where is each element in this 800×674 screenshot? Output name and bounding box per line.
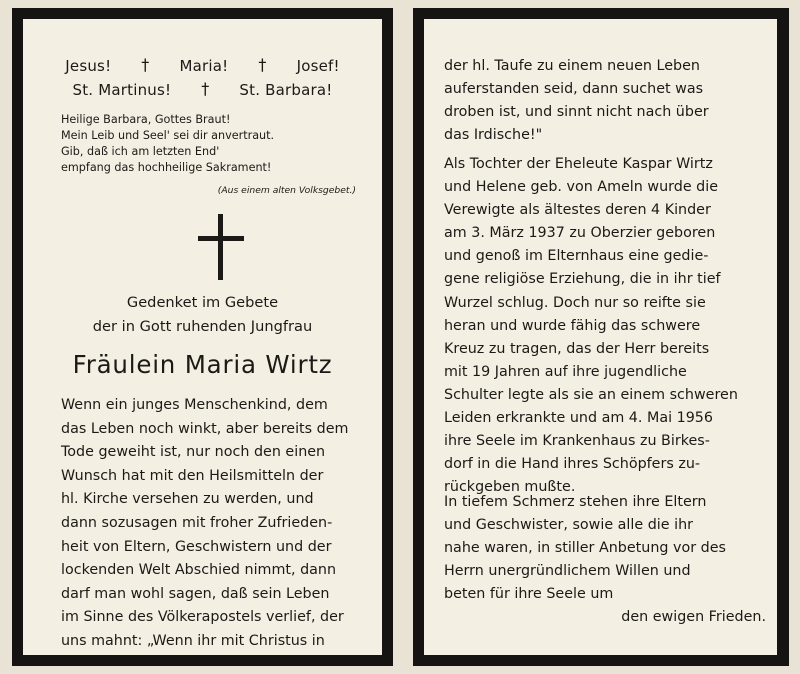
body-line: rückgeben mußte.	[444, 479, 576, 496]
prayer-source: (Aus einem alten Volksgebet.)	[217, 185, 356, 196]
body-line: heit von Eltern, Geschwistern und der	[61, 538, 332, 555]
prayer-line: Heilige Barbara, Gottes Braut!	[61, 113, 231, 126]
right-card-paper	[424, 19, 777, 655]
body-line: Wenn ein junges Menschenkind, dem	[61, 397, 328, 413]
body-line: Kreuz zu tragen, das der Herr bereits	[444, 340, 710, 357]
body-line: mit 19 Jahren auf ihre jugendliche	[444, 363, 687, 380]
small-cross-icon: †	[141, 55, 150, 74]
body-line: gene religiöse Erziehung, die in ihr tief	[444, 271, 721, 288]
body-line: Wunsch hat mit den Heilsmitteln der	[61, 467, 324, 484]
remembrance-line: Gedenket im Gebete	[126, 294, 279, 311]
body-line: und genoß im Elternhaus eine gedie-	[444, 248, 709, 265]
left-card-paper	[23, 19, 382, 655]
prayer-verse	[61, 112, 371, 176]
left-card	[12, 8, 393, 666]
body-line: uns mahnt: „Wenn ihr mit Christus in	[61, 632, 325, 649]
invocation-st-martinus: St. Martinus!	[72, 81, 172, 99]
prayer-line: Gib, daß ich am letzten End'	[61, 145, 220, 158]
invocation-josef: Josef!	[296, 57, 340, 75]
prayer-line: empfang das hochheilige Sakrament!	[61, 161, 272, 174]
prayer-line: Mein Leib und Seel' sei dir anvertraut.	[61, 129, 275, 142]
body-line: darf man wohl sagen, daß sein Leben	[61, 585, 330, 602]
body-line: der hl. Taufe zu einem neuen Leben	[444, 58, 700, 74]
invocation-jesus: Jesus!	[65, 57, 112, 75]
deceased-name: Fräulein Maria Wirtz	[72, 350, 333, 379]
body-line: droben ist, und sinnt nicht nach über	[444, 104, 709, 121]
remembrance-line: der in Gott ruhenden Jungfrau	[92, 318, 313, 335]
paragraph-mourning	[444, 491, 766, 630]
invocation-row-1	[23, 57, 382, 75]
body-line: am 3. März 1937 zu Oberzier geboren	[444, 225, 716, 242]
right-card	[413, 8, 789, 666]
body-line: Als Tochter der Eheleute Kaspar Wirtz	[444, 156, 713, 172]
paragraph-biography	[444, 153, 766, 499]
body-line: und Helene geb. von Ameln wurde die	[444, 179, 719, 196]
body-line: hl. Kirche versehen zu werden, und	[61, 491, 314, 508]
body-line: Schulter legte als sie an einem schweren	[444, 386, 738, 403]
small-cross-icon: †	[258, 55, 267, 74]
body-line: Herrn unergründlichem Willen und	[444, 563, 691, 580]
remembrance-heading	[23, 291, 382, 339]
paragraph-scripture-continuation	[444, 55, 766, 147]
body-line: In tiefem Schmerz stehen ihre Eltern	[444, 494, 707, 510]
body-line: dann sozusagen mit froher Zufrieden-	[61, 514, 333, 531]
body-line: dorf in die Hand ihres Schöpfers zu-	[444, 456, 701, 473]
closing-line: den ewigen Frieden.	[621, 609, 766, 626]
body-line: das Leben noch winkt, aber bereits dem	[61, 420, 349, 437]
body-line: nahe waren, in stiller Anbetung vor des	[444, 540, 726, 557]
body-line: beten für ihre Seele um	[444, 586, 614, 603]
body-line: ihre Seele im Krankenhaus zu Birkes-	[444, 433, 710, 450]
invocation-row-2	[23, 81, 382, 99]
body-line: Wurzel schlug. Doch nur so reifte sie	[444, 294, 706, 311]
small-cross-icon: †	[201, 79, 210, 98]
invocation-maria: Maria!	[179, 57, 229, 75]
body-line: das Irdische!"	[444, 127, 543, 144]
invocation-st-barbara: St. Barbara!	[239, 81, 333, 99]
body-line: im Sinne des Völkerapostels verlief, der	[61, 609, 344, 626]
large-cross-icon	[198, 214, 244, 280]
body-line: heran und wurde fähig das schwere	[444, 317, 701, 334]
body-line: Leiden erkrankte und am 4. Mai 1956	[444, 410, 713, 427]
body-line: und Geschwister, sowie alle die ihr	[444, 517, 694, 534]
body-line: auferstanden seid, dann suchet was	[444, 81, 704, 98]
body-line: lockenden Welt Abschied nimmt, dann	[61, 562, 337, 579]
body-line: Verewigte als ältestes deren 4 Kinder	[444, 202, 711, 219]
body-line: Tode geweiht ist, nur noch den einen	[61, 444, 326, 461]
left-body-text	[61, 394, 381, 654]
